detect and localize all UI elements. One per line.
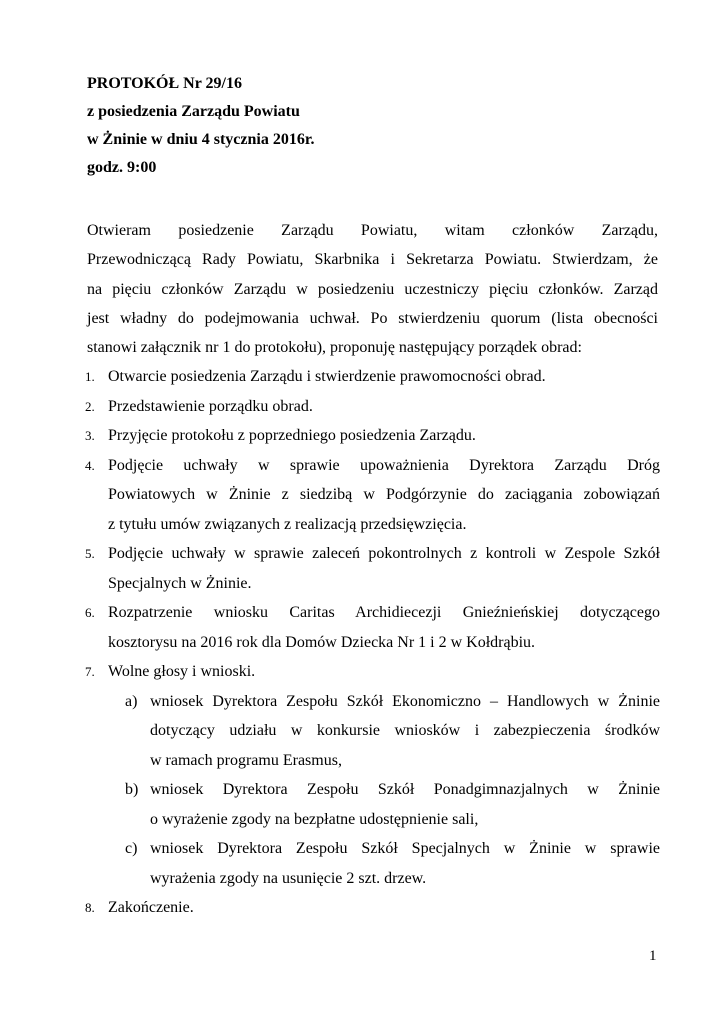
agenda-item-number: 1. bbox=[85, 369, 95, 384]
subitem-text: o wyrażenie zgody na bezpłatne udostępnienie sali, bbox=[150, 810, 479, 828]
agenda-item-number: 5. bbox=[85, 546, 95, 561]
agenda-item bbox=[85, 392, 660, 422]
subitem-text: w ramach programu Erasmus, bbox=[150, 751, 342, 769]
agenda-item-text: Powiatowych w Żninie z siedzibą w Podgórzynie do zaciągania zobowiązań bbox=[108, 486, 660, 503]
subitem-letter: c) bbox=[125, 840, 138, 857]
agenda-subitem bbox=[85, 775, 660, 834]
agenda-item-text: Specjalnych w Żninie. bbox=[108, 574, 252, 592]
intro-line: Przewodniczącą Rady Powiatu, Skarbnika i Sekretarza Powiatu. Stwierdzam, że bbox=[87, 251, 658, 269]
meeting-time: godz. 9:00 bbox=[87, 159, 157, 176]
agenda-item-text: Rozpatrzenie wniosku Caritas Archidiecezji Gnieźnieńskiej dotyczącego bbox=[108, 604, 660, 621]
protocol-number: PROTOKÓŁ Nr 29/16 bbox=[87, 75, 242, 92]
agenda-subitem bbox=[85, 687, 660, 776]
agenda-item-number: 2. bbox=[85, 398, 95, 414]
subitem-text: wniosek Dyrektora Zespołu Szkół Ekonomiczno – Handlowych w Żninie bbox=[150, 692, 660, 710]
agenda-item-text: Podjęcie uchwały w sprawie upoważnienia Dyrektora Zarządu Dróg bbox=[108, 456, 660, 474]
agenda-item-number: 8. bbox=[85, 900, 95, 915]
agenda-item-text: z tytułu umów związanych z realizacją przedsięwzięcia. bbox=[108, 515, 467, 533]
agenda-item bbox=[85, 539, 660, 598]
agenda-item bbox=[85, 451, 660, 540]
subitem-text: wyrażenia zgody na usunięcie 2 szt. drzew. bbox=[150, 869, 427, 887]
intro-line: jest władny do podejmowania uchwał. Po stwierdzeniu quorum (lista obecności bbox=[87, 309, 658, 327]
subitem-letter: b) bbox=[125, 781, 139, 798]
agenda-item-text: Przedstawienie porządku obrad. bbox=[108, 397, 313, 415]
agenda-item-text: Podjęcie uchwały w sprawie zaleceń pokontrolnych z kontroli w Zespole Szkół bbox=[108, 545, 660, 562]
protocol-header bbox=[87, 70, 314, 182]
agenda-item bbox=[85, 657, 660, 687]
agenda-subitem bbox=[85, 834, 660, 893]
agenda-item-text: Otwarcie posiedzenia Zarządu i stwierdzenie prawomocności obrad. bbox=[108, 368, 546, 385]
agenda-item bbox=[85, 893, 660, 923]
subitem-text: wniosek Dyrektora Zespołu Szkół Specjalnych w Żninie w sprawie bbox=[150, 840, 660, 857]
meeting-date: w Żninie w dniu 4 stycznia 2016r. bbox=[87, 131, 315, 148]
agenda-item-text: Wolne głosy i wnioski. bbox=[108, 663, 256, 680]
intro-line: na pięciu członków Zarządu w posiedzeniu uczestniczy pięciu członków. Zarząd bbox=[87, 280, 658, 298]
agenda-item-text: Przyjęcie protokołu z poprzedniego posiedzenia Zarządu. bbox=[108, 427, 476, 444]
intro-line: Otwieram posiedzenie Zarządu Powiatu, witam członków Zarządu, bbox=[87, 222, 658, 239]
intro-paragraph bbox=[87, 216, 658, 362]
agenda-item bbox=[85, 598, 660, 657]
agenda-item bbox=[85, 362, 660, 392]
agenda-item-number: 7. bbox=[85, 664, 95, 679]
agenda-item-text: Zakończenie. bbox=[108, 899, 194, 916]
agenda-list bbox=[85, 362, 660, 923]
subitem-text: wniosek Dyrektora Zespołu Szkół Ponadgimnazjalnych w Żninie bbox=[150, 781, 660, 798]
meeting-title: z posiedzenia Zarządu Powiatu bbox=[87, 103, 300, 120]
subitem-text: dotyczący udziału w konkursie wniosków i zabezpieczenia środków bbox=[150, 722, 660, 739]
subitem-letter: a) bbox=[125, 692, 138, 710]
agenda-item-number: 6. bbox=[85, 605, 95, 620]
agenda-item bbox=[85, 421, 660, 451]
agenda-item-text: kosztorysu na 2016 rok dla Domów Dziecka Nr 1 i 2 w Kołdrąbiu. bbox=[108, 633, 536, 651]
intro-line: stanowi załącznik nr 1 do protokołu), proponuję następujący porządek obrad: bbox=[87, 339, 582, 357]
page-number: 1 bbox=[649, 948, 657, 964]
agenda-item-number: 4. bbox=[85, 457, 95, 473]
agenda-item-number: 3. bbox=[85, 428, 95, 443]
